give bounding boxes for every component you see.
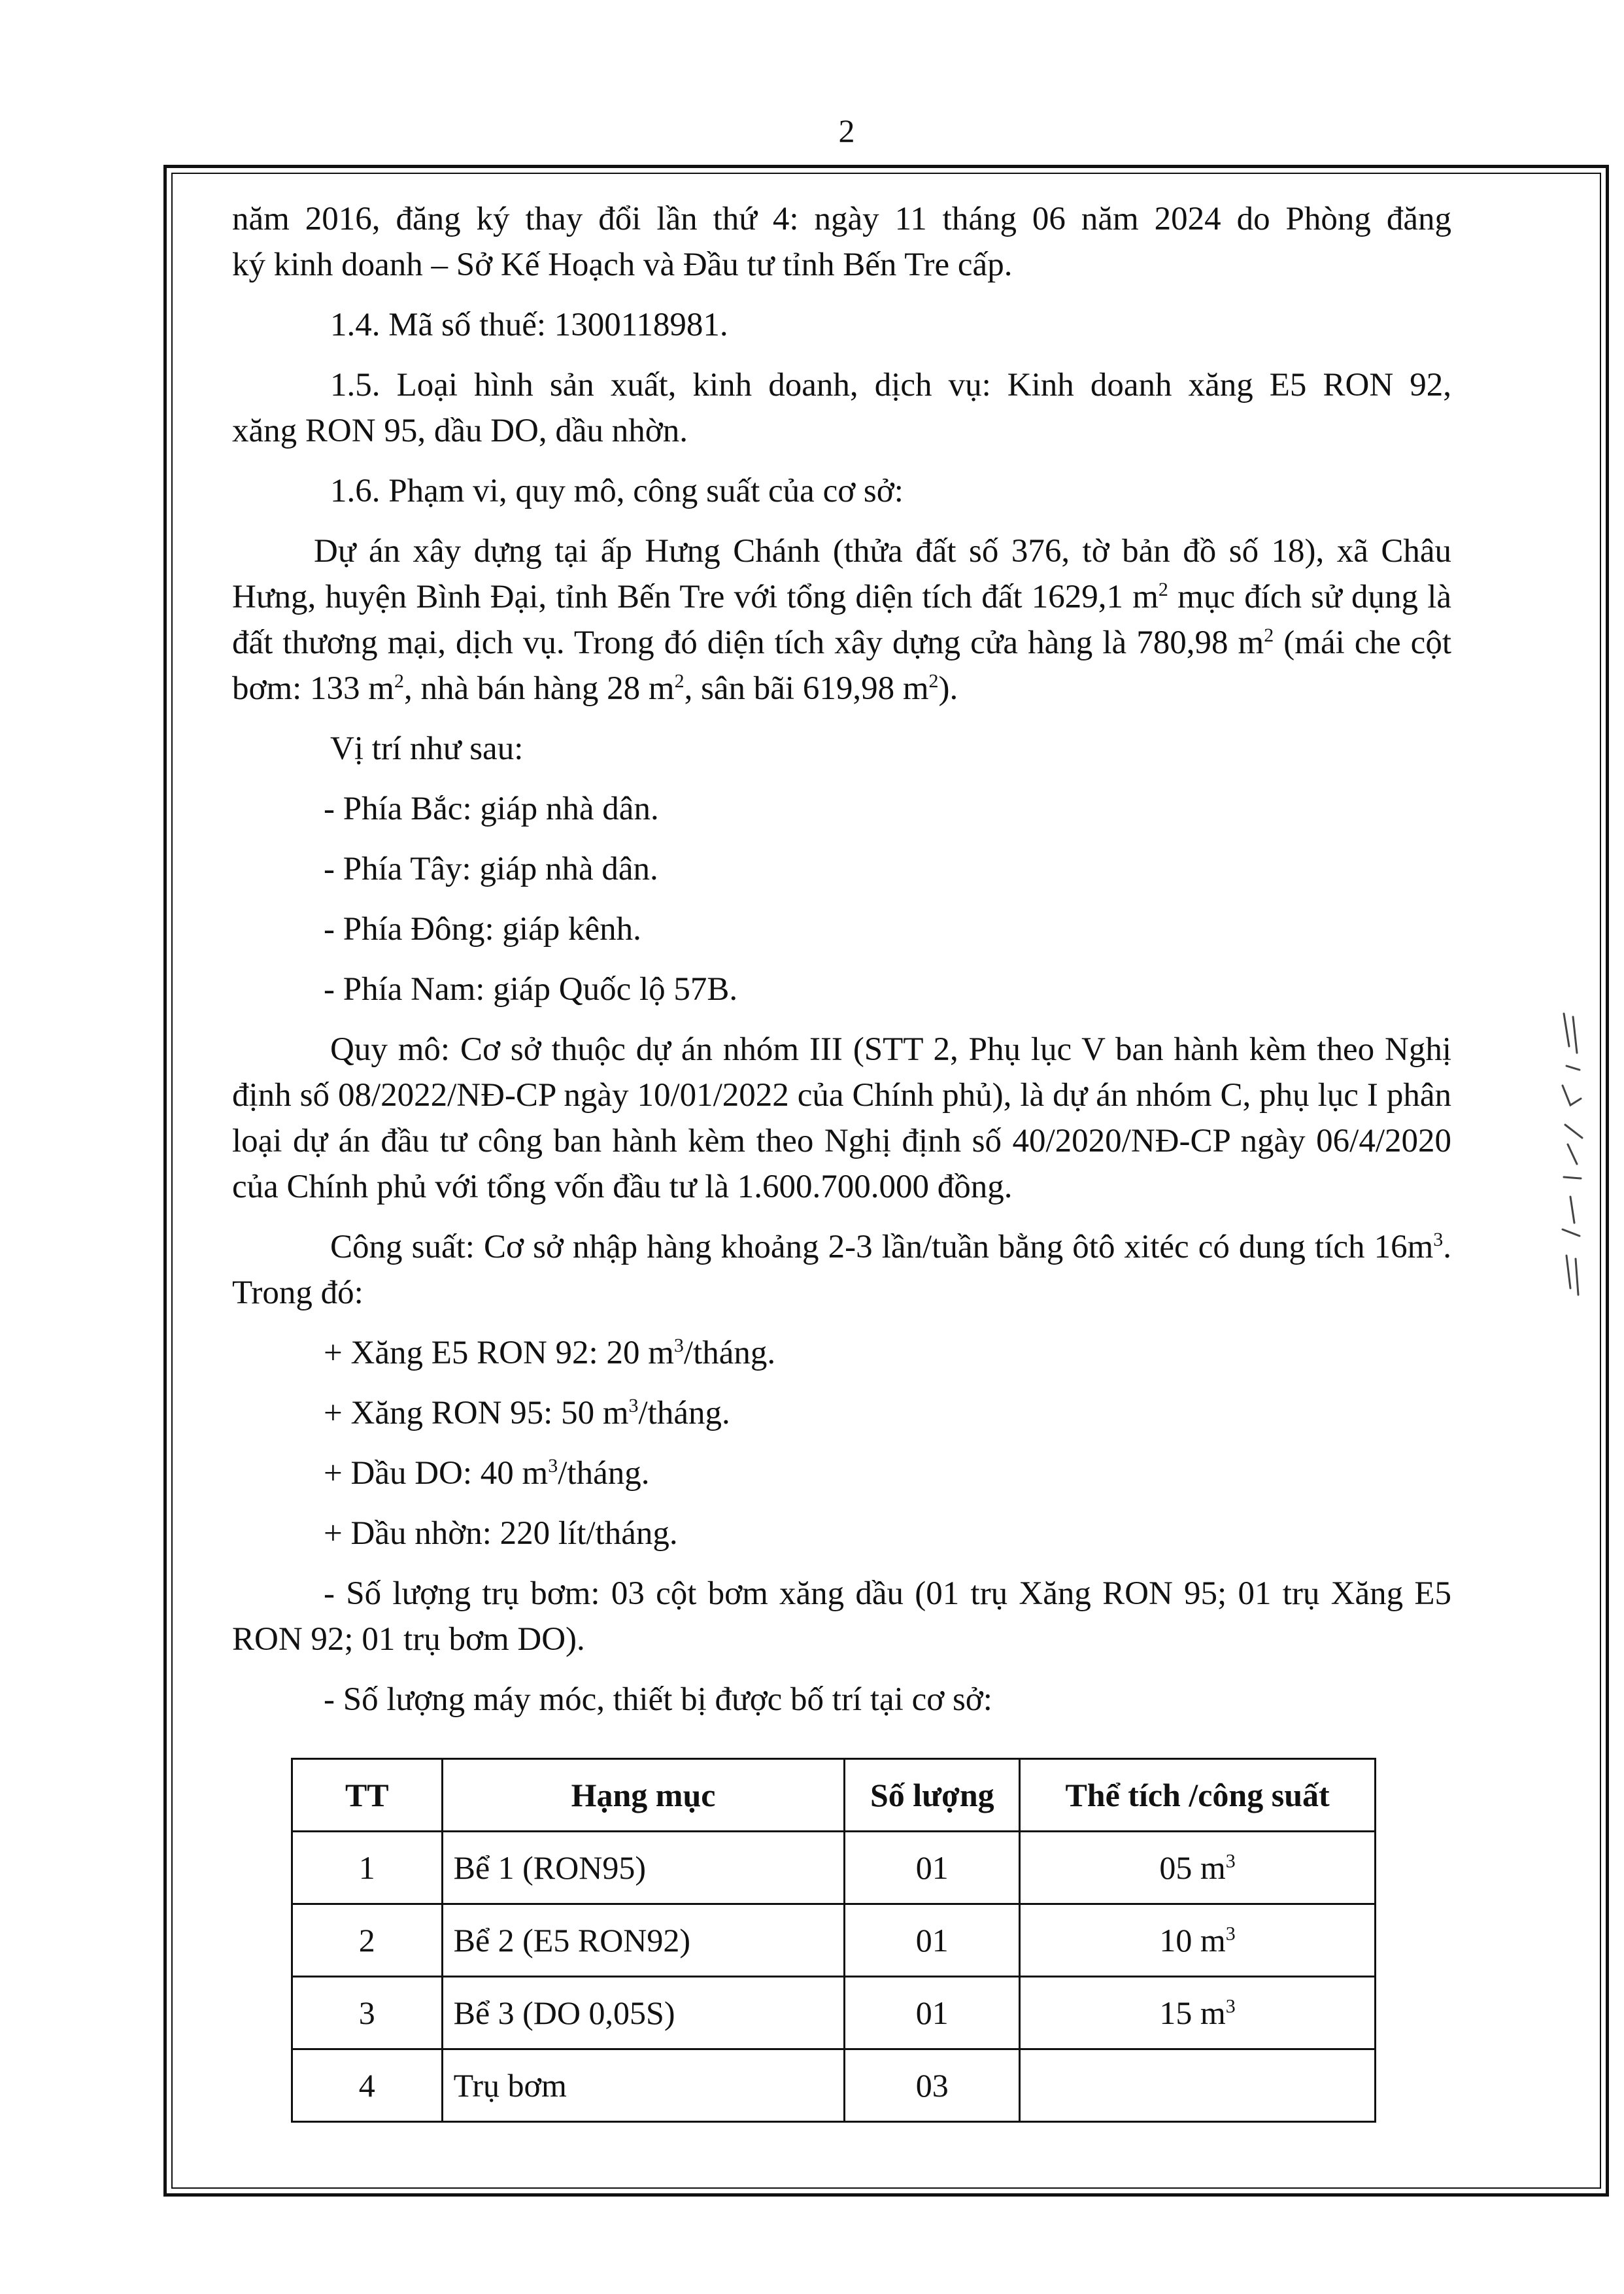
cell-quantity: 01 [845, 1832, 1020, 1904]
paragraph-business-type-line2: xăng RON 95, dầu DO, dầu nhờn. [232, 413, 688, 449]
cell-quantity: 03 [845, 2049, 1020, 2122]
document-body [232, 196, 1451, 1737]
paragraph-capacity: Công suất: Cơ sở nhập hàng khoảng 2-3 lần/tuần bằng ôtô xitéc có dung tích $16m^3$. Trong đó: [232, 1229, 1451, 1311]
cell-volume: 10 $m^3$ [1020, 1904, 1376, 1977]
paragraph-east: - Phía Đông: giáp kênh. [324, 911, 641, 948]
table-header-row [292, 1759, 1376, 1832]
header-tt: TT [292, 1759, 443, 1832]
paragraph-equipment-heading: - Số lượng máy móc, thiết bị được bố trí tại cơ sở: [324, 1681, 992, 1718]
cell-tt: 2 [292, 1904, 443, 1977]
cell-item: Bể 3 (DO 0,05S) [442, 1977, 845, 2049]
paragraph-ron95: + Xăng RON 95: 50 $m^3$/tháng. [324, 1395, 730, 1431]
paragraph-e5-ron92: + Xăng E5 RON 92: 20 $m^3$/tháng. [324, 1335, 776, 1371]
paragraph-do: + Dầu DO: 40 $m^3$/tháng. [324, 1455, 650, 1492]
header-quantity: Số lượng [845, 1759, 1020, 1832]
paragraph-registration-line2: ký kinh doanh – Sở Kế Hoạch và Đầu tư tỉnh Bến Tre cấp. [232, 247, 1013, 283]
table-row [292, 1977, 1376, 2049]
table-row [292, 2049, 1376, 2122]
paragraph-scope-heading: 1.6. Phạm vi, quy mô, công suất của cơ sở: [330, 473, 904, 509]
cell-tt: 3 [292, 1977, 443, 2049]
cell-volume: 05 $m^3$ [1020, 1832, 1376, 1904]
header-volume: Thể tích /công suất [1020, 1759, 1376, 1832]
paragraph-registration-line1: năm 2016, đăng ký thay đổi lần thứ 4: ngày 11 tháng 06 năm 2024 do Phòng đăng [232, 201, 1451, 237]
table-row [292, 1832, 1376, 1904]
cell-volume: 15 $m^3$ [1020, 1977, 1376, 2049]
table-row [292, 1904, 1376, 1977]
paragraph-scale: Quy mô: Cơ sở thuộc dự án nhóm III (STT 2, Phụ lục V ban hành kèm theo Nghị định số 08/2022/NĐ-CP ngày 10/01/2022 của Chính phủ), là dự án nhóm C, phụ lục I phân loại dự án đầu tư công ban hành kèm theo Nghị định số 40/2020/NĐ-CP ngày 06/4/2020 của Chính phủ với tổng vốn đầu tư là 1.600.700.000 đồng. [232, 1031, 1451, 1205]
paragraph-pump-count: - Số lượng trụ bơm: 03 cột bơm xăng dầu (01 trụ Xăng RON 95; 01 trụ Xăng E5 RON 92; 01 trụ bơm DO). [232, 1575, 1451, 1658]
paragraph-tax-code: 1.4. Mã số thuế: 1300118981. [330, 307, 728, 343]
paragraph-north: - Phía Bắc: giáp nhà dân. [324, 791, 659, 827]
cell-quantity: 01 [845, 1904, 1020, 1977]
cell-volume [1020, 2049, 1376, 2122]
cell-tt: 1 [292, 1832, 443, 1904]
paragraph-south: - Phía Nam: giáp Quốc lộ 57B. [324, 971, 738, 1008]
cell-quantity: 01 [845, 1977, 1020, 2049]
paragraph-position-heading: Vị trí như sau: [330, 730, 524, 767]
header-item: Hạng mục [442, 1759, 845, 1832]
margin-seal-mark [1551, 1007, 1590, 1301]
cell-tt: 4 [292, 2049, 443, 2122]
paragraph-project-location: Dự án xây dựng tại ấp Hưng Chánh (thửa đất số 376, tờ bản đồ số 18), xã Châu Hưng, huyện Bình Đại, tỉnh Bến Tre với tổng diện tích đất 1629,1 $m^2$ mục đích sử dụng là đất thương mại, dịch vụ. Trong đó diện tích xây dựng cửa hàng là 780,98 $m^2$ (mái che cột bơm: 133 $m^2$, nhà bán hàng 28 $m^2$, sân bãi 619,98 $m^2$). [232, 533, 1452, 707]
page-number: 2 [838, 112, 855, 149]
paragraph-west: - Phía Tây: giáp nhà dân. [324, 851, 658, 887]
cell-item: Trụ bơm [442, 2049, 845, 2122]
cell-item: Bể 1 (RON95) [442, 1832, 845, 1904]
paragraph-lubricant: + Dầu nhờn: 220 lít/tháng. [324, 1515, 678, 1552]
paragraph-business-type-line1: 1.5. Loại hình sản xuất, kinh doanh, dịch vụ: Kinh doanh xăng E5 RON 92, [330, 367, 1451, 403]
cell-item: Bể 2 (E5 RON92) [442, 1904, 845, 1977]
equipment-table [291, 1758, 1376, 2123]
